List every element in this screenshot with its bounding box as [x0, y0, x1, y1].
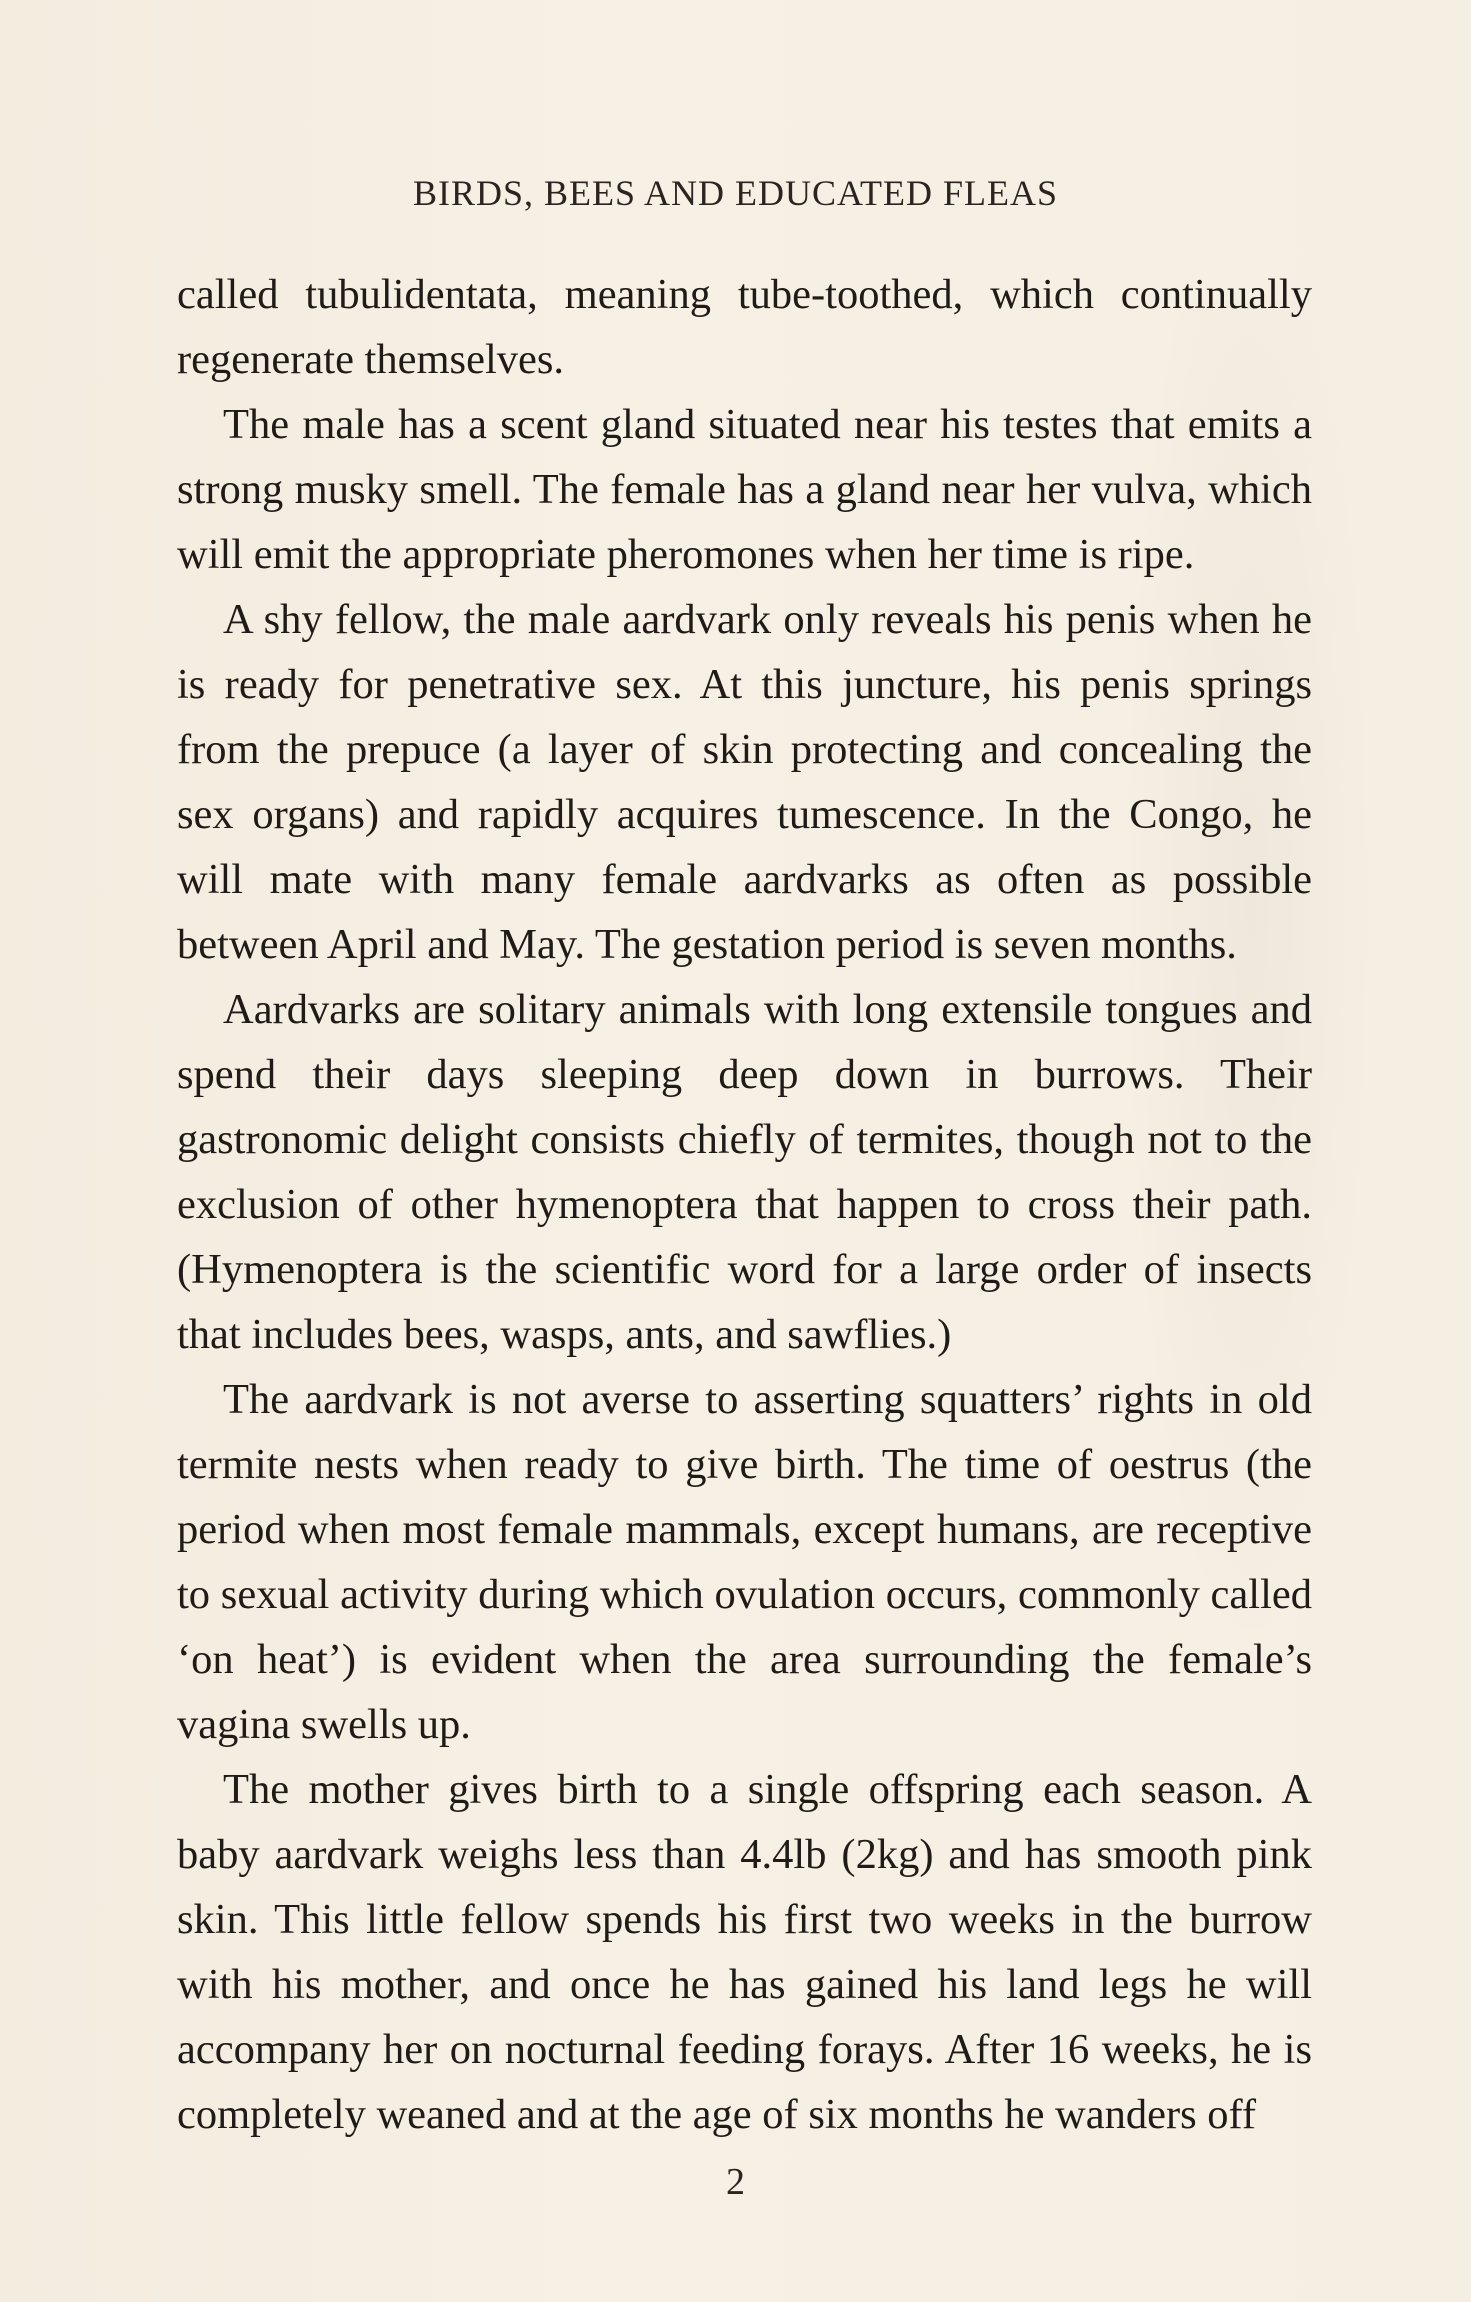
paragraph-1: called tubulidentata, meaning tube-toothed, which continually regenerate themselves. — [177, 271, 1312, 383]
paragraph-3: A shy fellow, the male aardvark only reveals his penis when he is ready for penetrative sex. At this juncture, his penis springs from the prepuce (a layer of skin protecting and concealing the sex organs) and rapidly acquires tumescence. In the Congo, he will mate with many female aardvarks as often as possible between April and May. The gestation period is seven months. — [177, 596, 1312, 968]
paragraph-6: The mother gives birth to a single offspring each season. A baby aardvark weighs less than 4.4lb (2kg) and has smooth pink skin. This little fellow spends his first two weeks in the burrow with his mother, and once he has gained his land legs he will accompany her on nocturnal feeding forays. After 16 weeks, he is completely weaned and at the age of six months he wanders off — [177, 1766, 1312, 2138]
page-number: 2 — [726, 2161, 745, 2203]
paragraph-5: The aardvark is not averse to asserting squatters’ rights in old termite nests when ready to give birth. The time of oestrus (the period when most female mammals, except humans, are receptive to sexual activity during which ovulation occurs, commonly called ‘on heat’) is evident when the area surrounding the female’s vagina swells up. — [177, 1376, 1312, 1748]
running-head: BIRDS, BEES AND EDUCATED FLEAS — [412, 173, 1059, 213]
body-text — [177, 262, 1312, 2147]
paragraph-4: Aardvarks are solitary animals with long extensile tongues and spend their days sleeping deep down in burrows. Their gastronomic delight consists chiefly of termites, though not to the exclusion of other hymenoptera that happen to cross their path. (Hymenoptera is the scientific word for a large order of insects that includes bees, wasps, ants, and sawflies.) — [177, 986, 1312, 1358]
paragraph-2: The male has a scent gland situated near his testes that emits a strong musky smell. The female has a gland near her vulva, which will emit the appropriate pheromones when her time is ripe. — [177, 401, 1312, 578]
